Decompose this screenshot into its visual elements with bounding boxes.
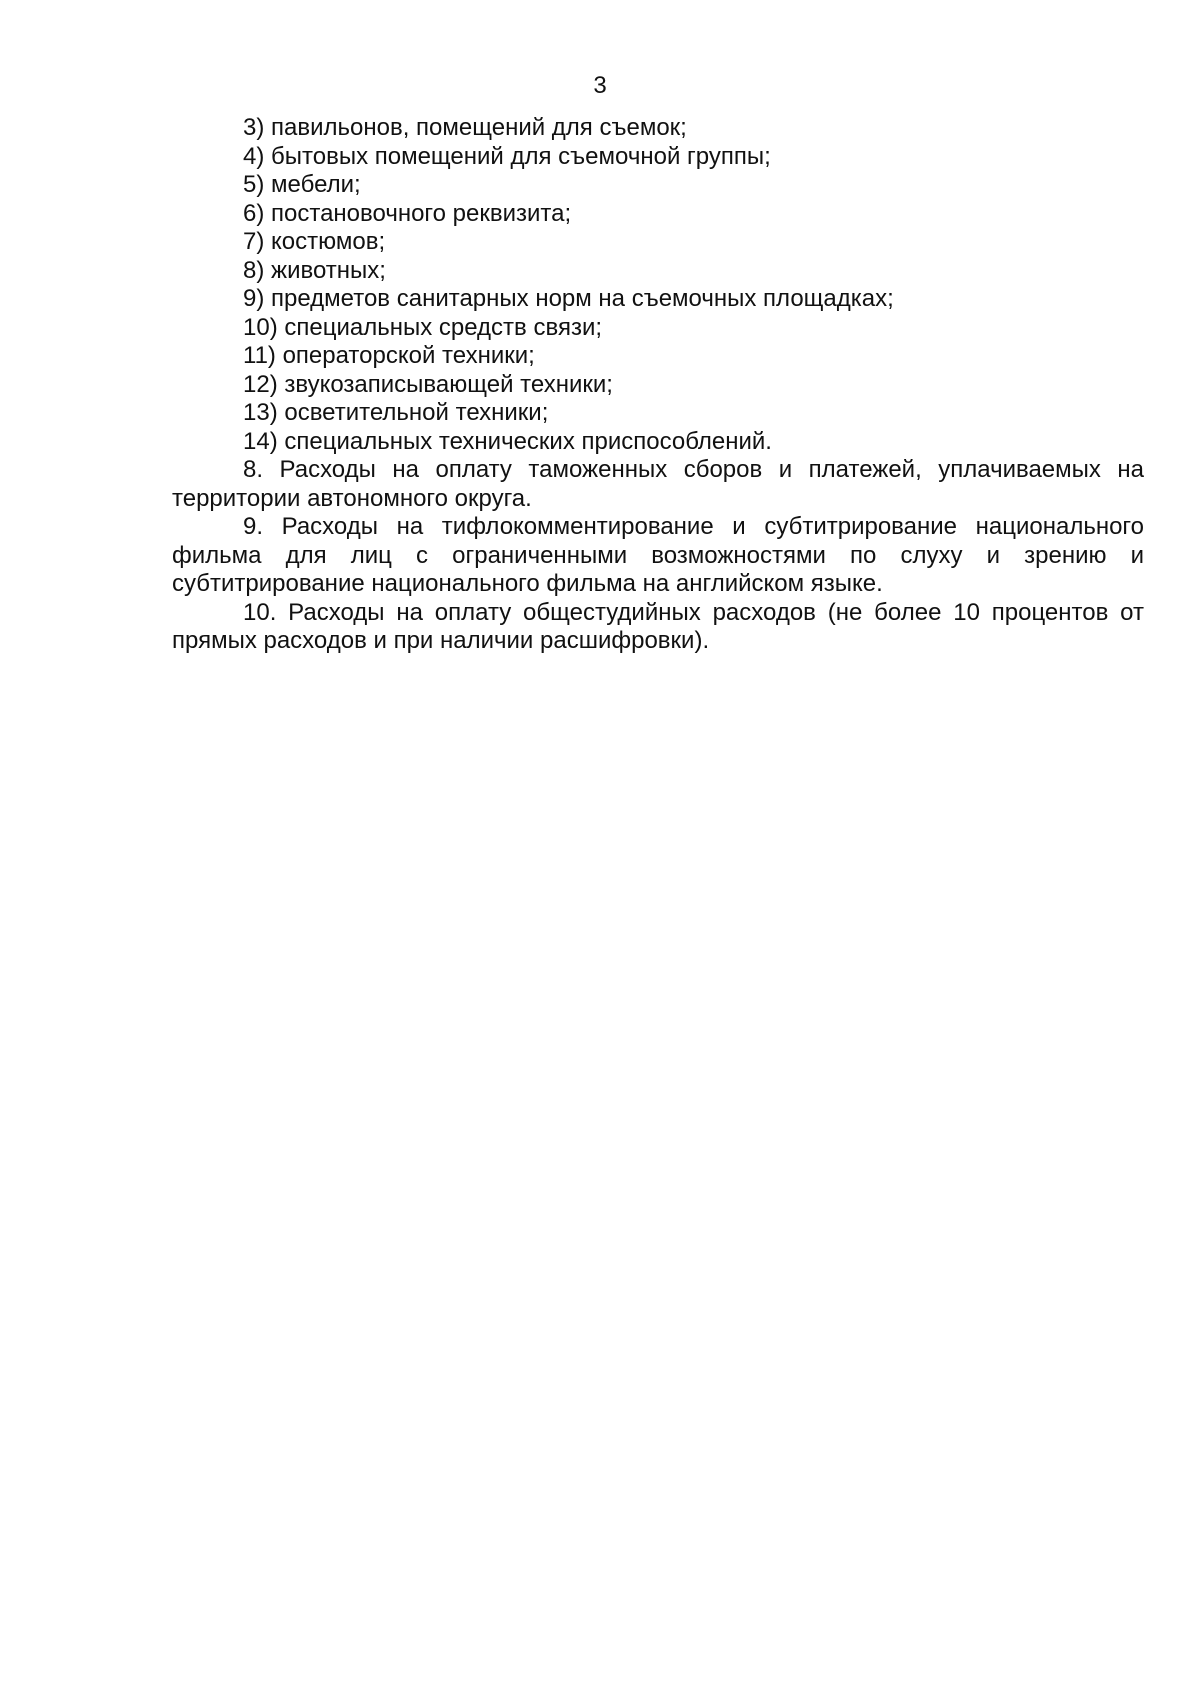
paragraph-10: 10. Расходы на оплату общестудийных расходов (не более 10 процентов от прямых расходов и при наличии расшифровки).: [172, 598, 1144, 654]
list-item: 13) осветительной техники;: [243, 399, 549, 426]
paragraph-9: 9. Расходы на тифлокомментирование и субтитрирование национального фильма для лиц с ограниченными возможностями по слуху и зрению и субтитрирование национального фильма на английском языке.: [172, 513, 1144, 597]
page-number: 3: [593, 72, 607, 99]
list-item: 9) предметов санитарных норм на съемочных площадках;: [243, 285, 894, 312]
list-item: 11) операторской техники;: [243, 342, 535, 369]
document-body: [172, 114, 1144, 656]
list-item: 7) костюмов;: [243, 228, 386, 255]
list-item: 3) павильонов, помещений для съемок;: [243, 114, 687, 141]
list-item: 10) специальных средств связи;: [243, 313, 603, 341]
list-item: 5) мебели;: [243, 171, 361, 198]
paragraph-8: 8. Расходы на оплату таможенных сборов и платежей, уплачиваемых на территории автономного округа.: [172, 456, 1144, 512]
list-item: 8) животных;: [243, 256, 386, 284]
list-item: 12) звукозаписывающей техники;: [243, 370, 613, 398]
list-item: 6) постановочного реквизита;: [243, 199, 572, 227]
list-item: 14) специальных технических приспособлений.: [243, 427, 772, 455]
list-item: 4) бытовых помещений для съемочной группы;: [243, 142, 771, 170]
